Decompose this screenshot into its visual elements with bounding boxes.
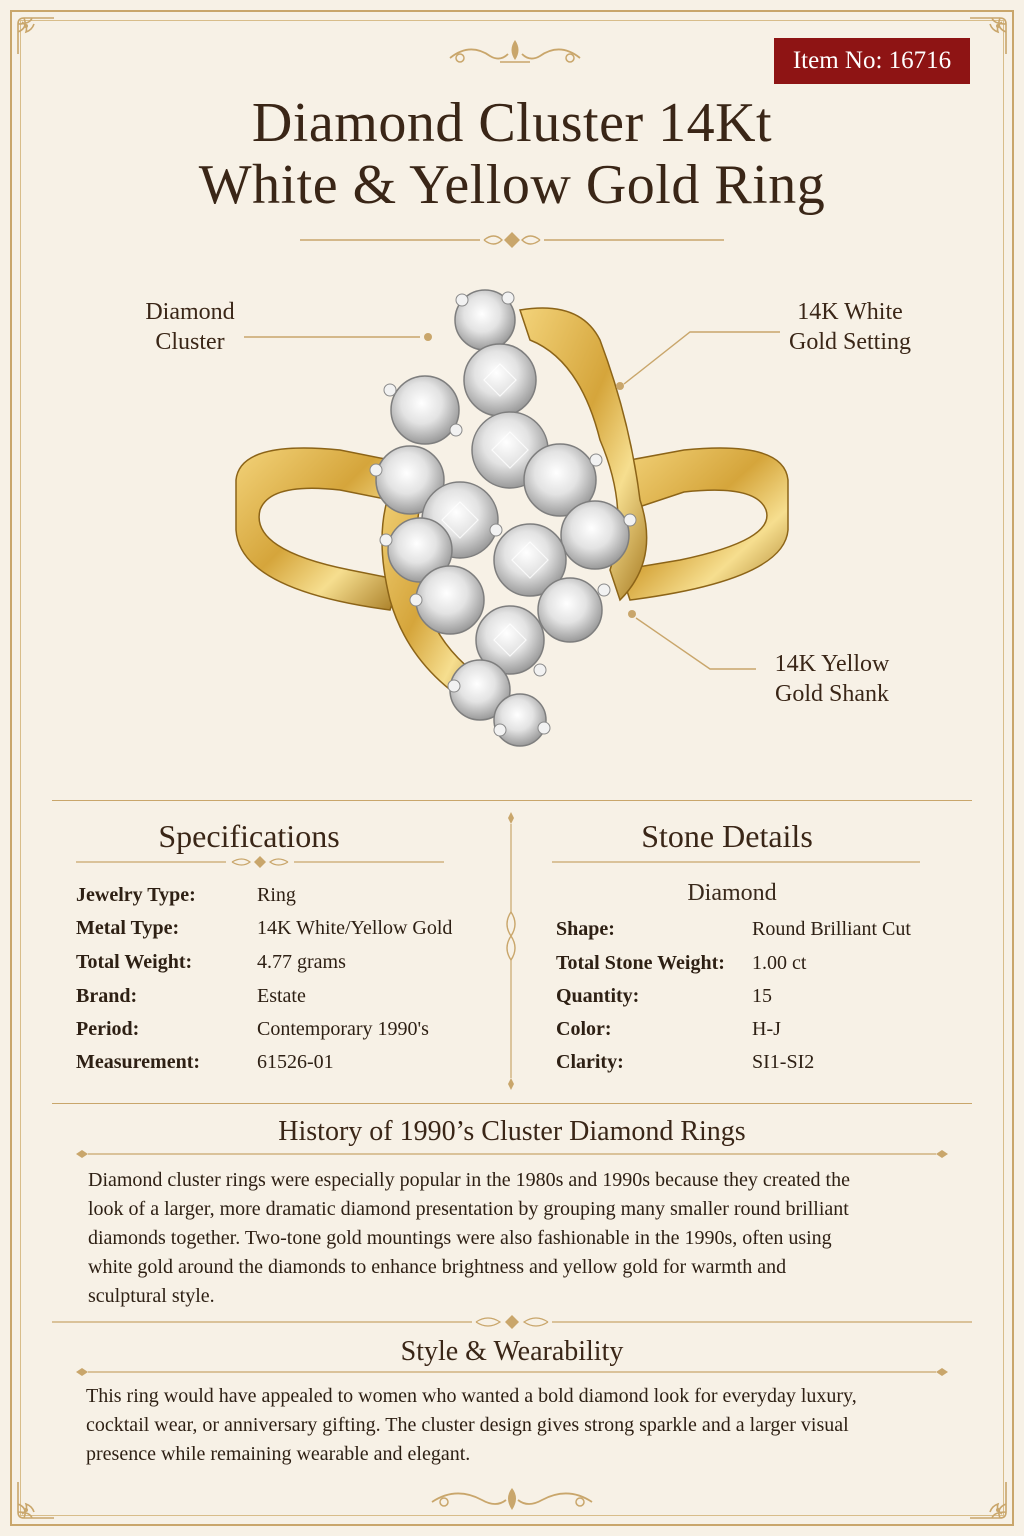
stone-label: Total Stone Weight: (556, 952, 725, 974)
specifications-underline-icon (76, 852, 444, 872)
page-title (100, 92, 924, 216)
title-line-2: White & Yellow Gold Ring (198, 154, 826, 216)
stone-value: Round Brilliant Cut (752, 918, 911, 940)
bottom-ornament-icon (422, 1484, 602, 1516)
stone-details-underline-icon (552, 852, 920, 872)
title-line-1: Diamond Cluster 14Kt (251, 92, 773, 154)
stone-label: Shape: (556, 918, 615, 940)
spec-label: Metal Type: (76, 917, 180, 939)
history-heading: History of 1990’s Cluster Diamond Rings (278, 1116, 746, 1147)
stone-details-heading: Stone Details (641, 818, 813, 854)
stone-value: SI1-SI2 (752, 1051, 815, 1073)
vertical-divider-icon (501, 812, 521, 1090)
corner-flourish-icon (964, 1476, 1010, 1522)
spec-value: 61526-01 (257, 1051, 334, 1073)
history-underline-icon (76, 1144, 948, 1164)
spec-label: Jewelry Type: (76, 884, 196, 906)
item-number-badge: Item No: 16716 (774, 38, 970, 84)
top-ornament-icon (440, 36, 590, 72)
title-divider-icon (300, 228, 724, 252)
spec-value: 14K White/Yellow Gold (257, 917, 453, 939)
corner-flourish-icon (14, 1476, 60, 1522)
callout-yellow-gold-shank: 14K Yellow Gold Shank (774, 651, 890, 707)
specifications-table (76, 884, 496, 1074)
stone-value: 15 (752, 985, 772, 1007)
specifications-heading: Specifications (158, 818, 340, 854)
spec-value: Estate (257, 985, 306, 1007)
spec-label: Brand: (76, 985, 138, 1007)
stone-type-label: Diamond (687, 880, 777, 906)
section-divider-ornament-icon (52, 1312, 972, 1332)
stone-value: H-J (752, 1018, 781, 1040)
callout-white-gold-setting: 14K White Gold Setting (788, 299, 911, 355)
section-divider (52, 800, 972, 801)
stone-label: Clarity: (556, 1051, 624, 1073)
stone-label: Quantity: (556, 985, 640, 1007)
spec-label: Measurement: (76, 1051, 201, 1073)
spec-value: 4.77 grams (257, 951, 346, 973)
corner-flourish-icon (14, 14, 60, 60)
stone-details-table (556, 918, 976, 1078)
style-paragraph: This ring would have appealed to women who wanted a bold diamond look for everyday luxury, cocktail wear, or anniversary gifting. The cluster design gives strong sparkle and a larger visual presence while remaining wearable and elegant. (86, 1385, 857, 1465)
corner-flourish-icon (964, 14, 1010, 60)
ring-illustration (200, 270, 824, 770)
style-underline-icon (76, 1362, 948, 1382)
callout-diamond-cluster: Diamond Cluster (145, 299, 235, 355)
stone-label: Color: (556, 1018, 612, 1040)
style-heading: Style & Wearability (400, 1336, 624, 1367)
spec-label: Total Weight: (76, 951, 193, 973)
history-paragraph: Diamond cluster rings were especially popular in the 1980s and 1990s because they created the look of a larger, more dramatic diamond presentation by grouping many smaller round brilliant diamonds together. Two-tone gold mountings were also fashionable in the 1990s, often using white gold around the diamonds to enhance brightness and yellow gold for warmth and sculptural style. (88, 1169, 850, 1307)
section-divider (52, 1103, 972, 1104)
stone-value: 1.00 ct (752, 952, 807, 974)
spec-value: Ring (257, 884, 296, 906)
spec-value: Contemporary 1990's (257, 1018, 429, 1040)
spec-label: Period: (76, 1018, 140, 1040)
